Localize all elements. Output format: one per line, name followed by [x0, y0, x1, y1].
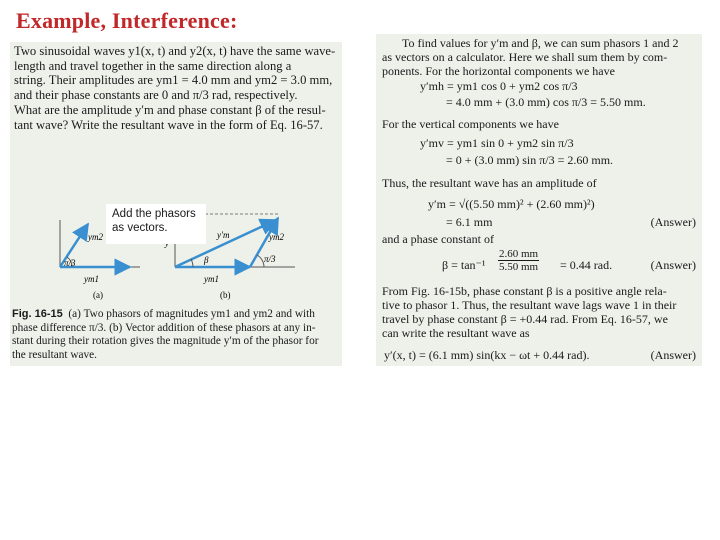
label-angle-b: π/3: [264, 254, 276, 264]
beta-fraction: [498, 248, 539, 273]
beta-denominator: 5.50 mm: [499, 261, 539, 273]
angle-arc-b: [257, 255, 264, 267]
callout-line: Add the phasors: [112, 208, 196, 220]
solution-intro-line: ponents. For the horizontal components we have: [382, 64, 615, 78]
final-equation: y′(x, t) = (6.1 mm) sin(kx − ωt + 0.44 rad).: [384, 348, 590, 362]
problem-line: string. Their amplitudes are ym1 = 4.0 mm and ym2 = 3.0 mm,: [14, 73, 333, 88]
conclusion-line: From Fig. 16-15b, phase constant β is a positive angle rela-: [382, 284, 667, 298]
amplitude-intro: Thus, the resultant wave has an amplitude of: [382, 176, 597, 190]
solution-intro-line: as vectors on a calculator. Here we shall sum them by com-: [382, 50, 668, 64]
callout-line: as vectors.: [112, 222, 168, 234]
beta-numerator: 2.60 mm: [499, 248, 539, 260]
solution-intro-line: To find values for y′m and β, we can sum phasors 1 and 2: [402, 36, 679, 50]
label-beta-b: β: [204, 255, 209, 265]
caption-text: (a) Two phasors of magnitudes ym1 and ym2 and with: [68, 308, 315, 320]
problem-panel: [10, 42, 342, 366]
caption-line: [12, 308, 342, 322]
callout-box: [106, 204, 206, 244]
caption-line: stant during their rotation gives the magnitude y′m of the phasor for: [12, 335, 319, 347]
vertical-eq-1: y′mv = ym1 sin 0 + ym2 sin π/3: [420, 136, 574, 150]
conclusion-line: tive to phasor 1. Thus, the resultant wave lags wave 1 in their: [382, 298, 677, 312]
vertical-intro: For the vertical components we have: [382, 117, 559, 131]
answer-label: (Answer): [650, 348, 696, 362]
caption-line: the resultant wave.: [12, 348, 98, 361]
label-ym2-a: ym2: [88, 232, 103, 242]
phase-intro: and a phase constant of: [382, 232, 494, 246]
beta-lhs: β = tan⁻¹: [442, 258, 486, 272]
figure-caption: [12, 308, 342, 362]
slide-title: Example, Interference:: [16, 8, 238, 33]
problem-line: and their phase constants are 0 and π/3 rad, respectively.: [14, 88, 298, 103]
caption-line: phase difference π/3. (b) Vector addition of these phasors at any in-: [12, 321, 316, 334]
label-angle-a: π/3: [64, 258, 76, 268]
vertical-eq-2: = 0 + (3.0 mm) sin π/3 = 2.60 mm.: [446, 153, 614, 167]
problem-line: What are the amplitude y′m and phase constant β of the resul-: [14, 102, 326, 117]
label-ym2-b: ym2: [269, 232, 284, 242]
label-ym1-a: ym1: [84, 274, 99, 284]
label-ym1-b: ym1: [204, 274, 219, 284]
label-ypm-b: y′m: [217, 230, 230, 240]
amplitude-equation: y′m = √((5.50 mm)² + (2.60 mm)²): [428, 197, 595, 211]
conclusion-line: travel by phase constant β = +0.44 rad. From Eq. 16-57, we: [382, 312, 668, 326]
problem-line: length and travel together in the same direction along a: [14, 58, 292, 73]
problem-line: Two sinusoidal waves y1(x, t) and y2(x, t) have the same wave-: [14, 44, 336, 58]
label-b: (b): [220, 290, 231, 300]
conclusion-line: can write the resultant wave as: [382, 326, 530, 340]
label-a: (a): [93, 290, 103, 300]
horizontal-eq-2: = 4.0 mm + (3.0 mm) cos π/3 = 5.50 mm.: [446, 95, 646, 109]
answer-label: (Answer): [650, 215, 696, 229]
problem-line: tant wave? Write the resultant wave in the form of Eq. 16-57.: [14, 117, 323, 132]
horizontal-eq-1: y′mh = ym1 cos 0 + ym2 cos π/3: [420, 79, 578, 93]
caption-figure-number: Fig. 16-15: [12, 308, 63, 320]
solution-panel: [376, 34, 702, 366]
answer-label: (Answer): [650, 258, 696, 272]
amplitude-value: = 6.1 mm: [446, 215, 493, 229]
beta-value: = 0.44 rad.: [560, 258, 613, 272]
